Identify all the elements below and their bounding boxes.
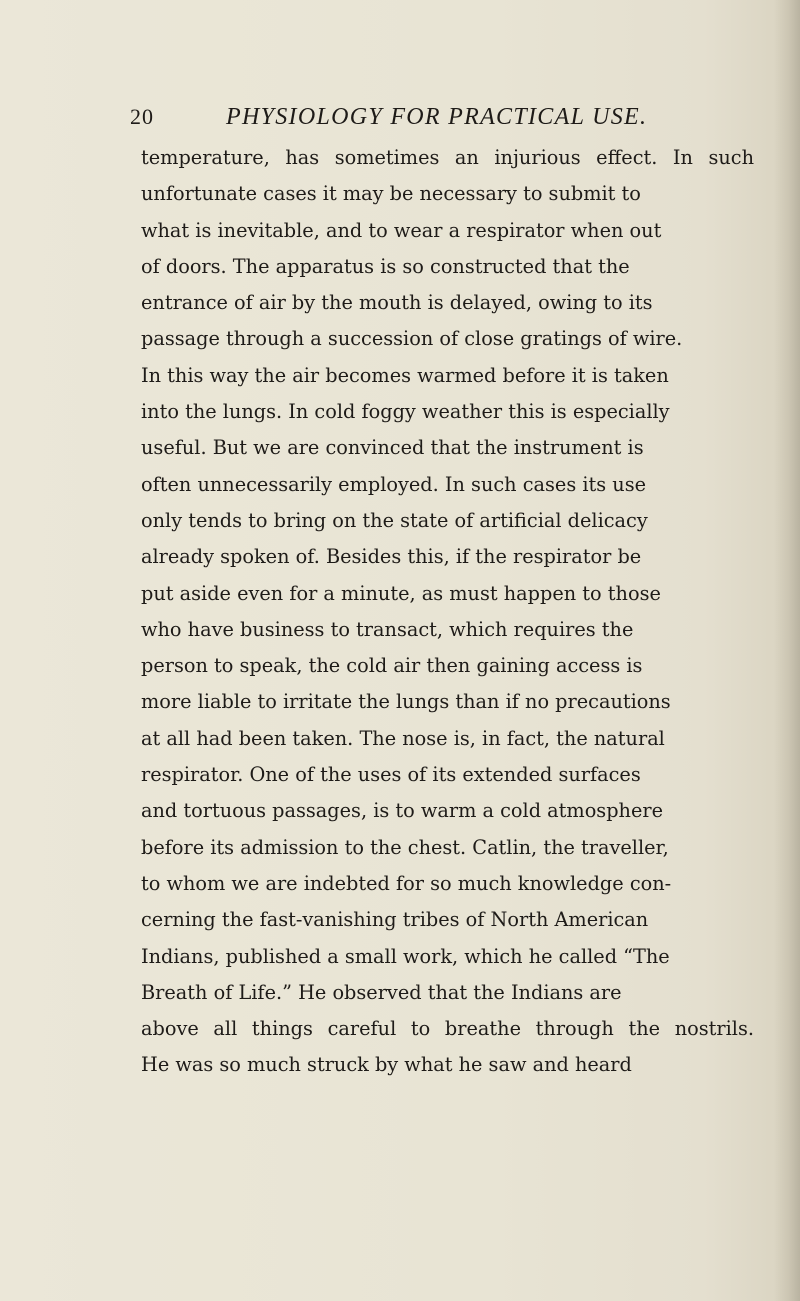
text-line: In this way the air becomes warmed before it is taken [141, 363, 669, 387]
text-line: Indians, published a small work, which he called “The [141, 944, 670, 968]
text-line: often unnecessarily employed. In such cases its use [141, 472, 647, 496]
text-line: person to speak, the cold air then gaining access is [141, 654, 643, 678]
text-line: entrance of air by the mouth is delayed, owing to its [141, 291, 653, 315]
page-header [130, 104, 690, 140]
text-line: who have business to transact, which requires the [141, 617, 634, 641]
text-line: Breath of Life.” He observed that the Indians are [141, 980, 622, 1004]
text-line: respirator. One of the uses of its extended surfaces [141, 763, 641, 787]
running-title: PHYSIOLOGY FOR PRACTICAL USE. [226, 104, 648, 130]
text-line: of doors. The apparatus is so constructed that the [141, 254, 630, 278]
text-line: into the lungs. In cold foggy weather this is especially [141, 400, 670, 424]
text-line: what is inevitable, and to wear a respirator when out [141, 218, 662, 242]
text-line: put aside even for a minute, as must happen to those [141, 581, 661, 605]
text-line: to whom we are indebted for so much knowledge con- [141, 871, 672, 895]
text-line: temperature, has sometimes an injurious effect. In such [141, 146, 754, 169]
text-line: useful. But we are convinced that the instrument is [141, 436, 644, 460]
text-line: cerning the fast-vanishing tribes of North American [141, 908, 649, 932]
text-line: and tortuous passages, is to warm a cold atmosphere [141, 799, 664, 823]
page-number: 20 [130, 104, 154, 129]
text-line: before its admission to the chest. Catlin, the traveller, [141, 835, 669, 859]
text-line: at all had been taken. The nose is, in fact, the natural [141, 726, 665, 750]
text-line: passage through a succession of close gratings of wire. [141, 327, 683, 351]
text-line: more liable to irritate the lungs than if no precautions [141, 690, 671, 714]
text-line: unfortunate cases it may be necessary to submit to [141, 182, 641, 206]
text-line: only tends to bring on the state of artificial delicacy [141, 508, 648, 532]
text-line: above all things careful to breathe through the nostrils. [141, 1017, 754, 1041]
text-line: already spoken of. Besides this, if the respirator be [141, 545, 642, 569]
text-line: He was so much struck by what he saw and heard [141, 1053, 632, 1077]
body-text [141, 140, 781, 1084]
